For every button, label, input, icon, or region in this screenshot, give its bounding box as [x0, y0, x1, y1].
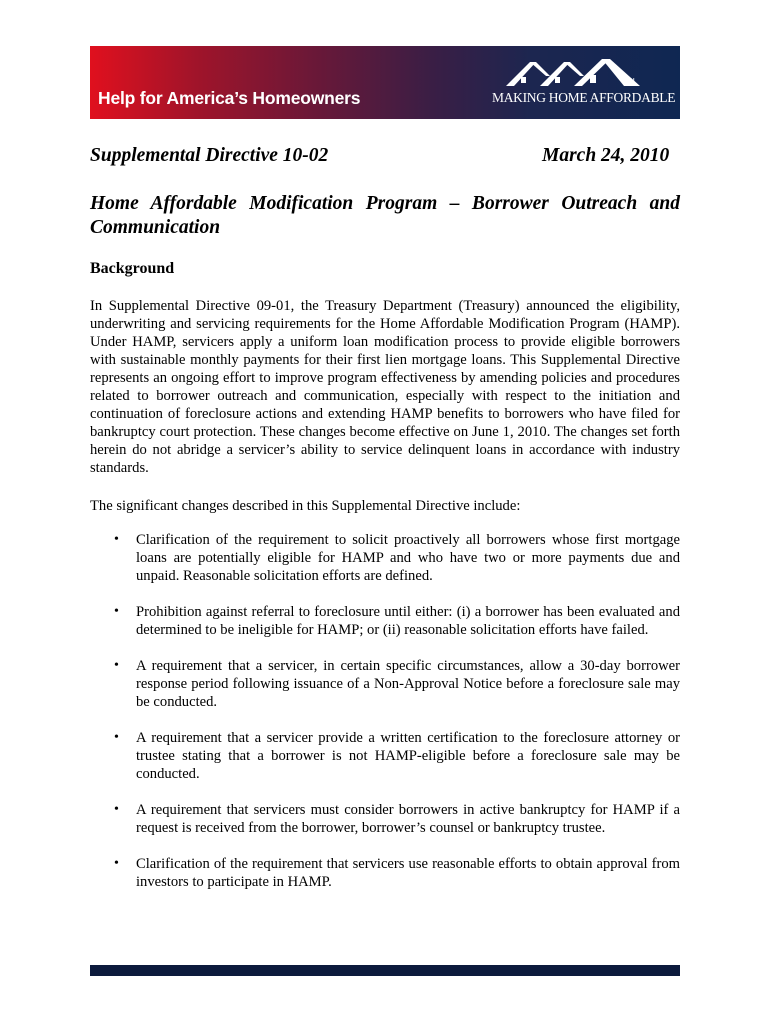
- document-title: Home Affordable Modification Program – Borrower Outreach and Communication: [90, 193, 680, 238]
- list-item-text: A requirement that servicers must consider borrowers in active bankruptcy for HAMP if a request is received from the borrower, borrower’s counsel or bankruptcy trustee.: [136, 802, 680, 836]
- list-item-text: A requirement that a servicer, in certain specific circumstances, allow a 30-day borrower response period following issuance of a Non-Approval Notice before a foreclosure sale may be conducted.: [136, 658, 680, 710]
- list-item: [90, 801, 680, 837]
- bullet-icon: •: [114, 730, 119, 745]
- bullet-icon: •: [114, 802, 119, 817]
- houses-roof-icon: [506, 58, 646, 88]
- bullet-icon: •: [114, 532, 119, 547]
- list-item: [90, 603, 680, 639]
- making-home-affordable-logo: [492, 58, 676, 110]
- list-item: [90, 531, 680, 585]
- list-item-text: Clarification of the requirement that servicers use reasonable efforts to obtain approval from investors to participate in HAMP.: [136, 856, 680, 890]
- background-paragraph: In Supplemental Directive 09-01, the Treasury Department (Treasury) announced the eligibility, underwriting and servicing requirements for the Home Affordable Modification Program (HAMP). Under HAMP, servicers apply a uniform loan modification process to provide eligible borrowers with sustainable monthly payments for their first lien mortgage loans. This Supplemental Directive represents an ongoing effort to improve program effectiveness by amending policies and procedures related to borrower outreach and communication, especially with respect to the initiation and continuation of foreclosure actions and extending HAMP benefits to borrowers who have filed for bankruptcy court protection. These changes become effective on June 1, 2010. The changes set forth herein do not abridge a servicer’s ability to service delinquent loans in accordance with industry standards.: [90, 298, 680, 476]
- bullet-icon: •: [114, 604, 119, 619]
- directive-date: March 24, 2010: [542, 145, 670, 166]
- list-item: [90, 657, 680, 711]
- banner-tagline: Help for America’s Homeowners: [98, 88, 361, 108]
- directive-id: Supplemental Directive 10-02: [90, 145, 329, 166]
- list-item-text: A requirement that a servicer provide a written certification to the foreclosure attorney or trustee stating that a borrower is not HAMP-eligible before a foreclosure sale may be conducted.: [136, 730, 680, 782]
- section-heading-background: Background: [90, 260, 175, 277]
- header-banner: [90, 46, 680, 119]
- bullet-icon: •: [114, 856, 119, 871]
- changes-list: [90, 531, 680, 909]
- list-item: [90, 729, 680, 783]
- footer-bar: [90, 965, 680, 976]
- list-item-text: Prohibition against referral to foreclosure until either: (i) a borrower has been evaluated and determined to be ineligible for HAMP; or (ii) reasonable solicitation efforts have failed.: [136, 604, 680, 638]
- bullet-icon: •: [114, 658, 119, 673]
- service-mark: SM: [627, 78, 635, 84]
- list-item-text: Clarification of the requirement to solicit proactively all borrowers whose first mortgage loans are potentially eligible for HAMP and who have two or more payments due and unpaid. Reasonable solicitation efforts are defined.: [136, 532, 680, 584]
- list-intro: The significant changes described in this Supplemental Directive include:: [90, 498, 521, 514]
- list-item: [90, 855, 680, 891]
- logo-text: MAKING HOME AFFORDABLE: [492, 90, 676, 105]
